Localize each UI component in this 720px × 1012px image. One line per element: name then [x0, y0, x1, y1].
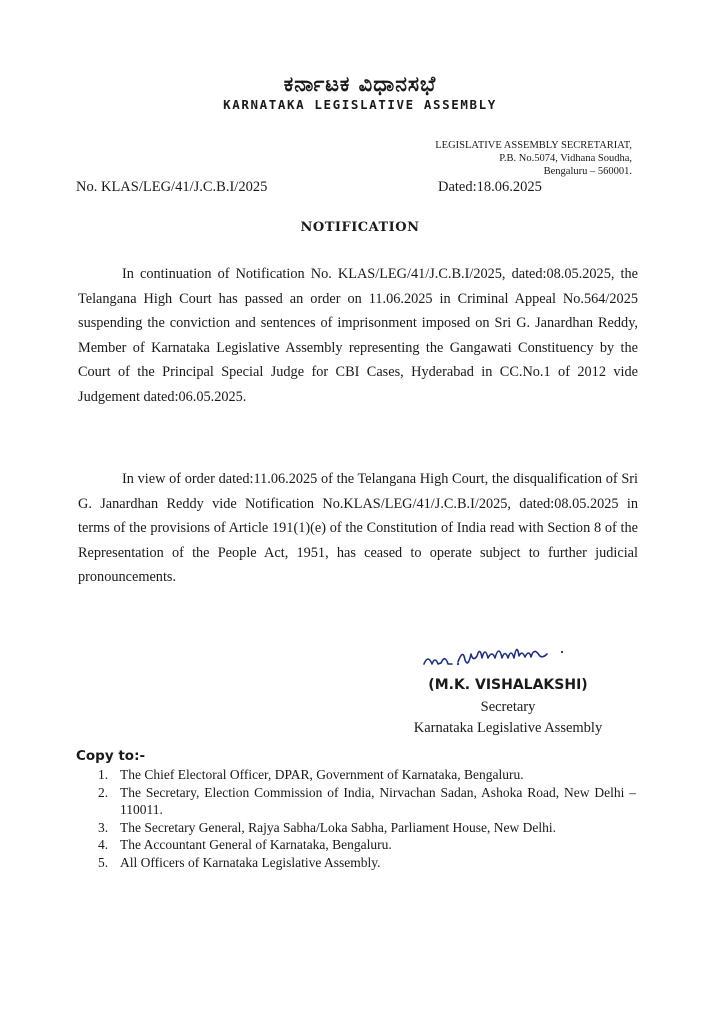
kannada-title: ಕರ್ನಾಟಕ ವಿಧಾನಸಭೆ: [283, 72, 437, 96]
notification-heading: NOTIFICATION: [300, 220, 420, 235]
secretariat-address: [435, 139, 632, 178]
copy-to-item: [76, 784, 636, 819]
copy-to-item-number: 5.: [98, 854, 109, 870]
copy-to-item-text: The Accountant General of Karnataka, Bengaluru.: [120, 837, 392, 853]
copy-to-item-number: 2.: [98, 784, 109, 800]
signatory-designation: Secretary: [480, 699, 536, 715]
signatory-name: (M.K. VISHALAKSHI): [428, 677, 588, 693]
copy-to-item-number: 3.: [98, 819, 109, 835]
copy-to-item-text: The Chief Electoral Officer, DPAR, Government of Karnataka, Bengaluru.: [120, 767, 524, 782]
copy-to-heading: Copy to:-: [76, 748, 146, 764]
copy-to-item: [76, 854, 636, 872]
english-title: KARNATAKA LEGISLATIVE ASSEMBLY: [223, 97, 497, 112]
copy-to-item-number: 1.: [98, 767, 109, 782]
copy-to-item: [76, 819, 636, 837]
handwritten-signature: [418, 646, 598, 672]
signature-dot: [457, 663, 459, 665]
paragraph-1-text: In continuation of Notification No. KLAS/LEG/41/J.C.B.I/2025, dated:08.05.2025, the Telangana High Court has passed an order on 11.06.2025 in Criminal Appeal No.564/2025 suspending the conviction and sentences of imprisonment imposed on Sri G. Janardhan Reddy, Member of Karnataka Legislative Assembly representing the Gangawati Constituency by the Court of the Principal Special Judge for CBI Cases, Hyderabad in CC.No.1 of 2012 vide Judgement dated:06.05.2025.: [78, 266, 638, 405]
signature-dot: [561, 651, 563, 653]
address-line-3: Bengaluru – 560001.: [543, 166, 632, 177]
body-paragraph-1: [78, 262, 638, 410]
copy-to-item-text: All Officers of Karnataka Legislative Assembly.: [120, 854, 381, 870]
copy-to-list: [76, 766, 636, 872]
copy-to-item-number: 4.: [98, 837, 109, 853]
copy-to-item: [76, 766, 636, 784]
copy-to-item: [76, 836, 636, 854]
signatory-organization: Karnataka Legislative Assembly: [413, 720, 603, 736]
signature-stroke: [424, 649, 547, 664]
address-line-2: P.B. No.5074, Vidhana Soudha,: [499, 153, 632, 164]
address-line-1: LEGISLATIVE ASSEMBLY SECRETARIAT,: [435, 140, 632, 151]
reference-number: No. KLAS/LEG/41/J.C.B.I/2025: [76, 179, 268, 195]
paragraph-2-text: In view of order dated:11.06.2025 of the Telangana High Court, the disqualification of Sri G. Janardhan Reddy vide Notification No.KLAS/LEG/41/J.C.B.I/2025, dated:08.05.2025 in terms of the provisions of Article 191(1)(e) of the Constitution of India read with Section 8 of the Representation of the People Act, 1951, has ceased to operate subject to further judicial pronouncements.: [78, 471, 638, 586]
copy-to-item-text: The Secretary General, Rajya Sabha/Loka Sabha, Parliament House, New Delhi.: [120, 819, 556, 835]
notification-date: Dated:18.06.2025: [438, 179, 542, 195]
copy-to-item-text: The Secretary, Election Commission of India, Nirvachan Sadan, Ashoka Road, New Delhi – 110011.: [120, 784, 636, 818]
body-paragraph-2: [78, 467, 638, 590]
